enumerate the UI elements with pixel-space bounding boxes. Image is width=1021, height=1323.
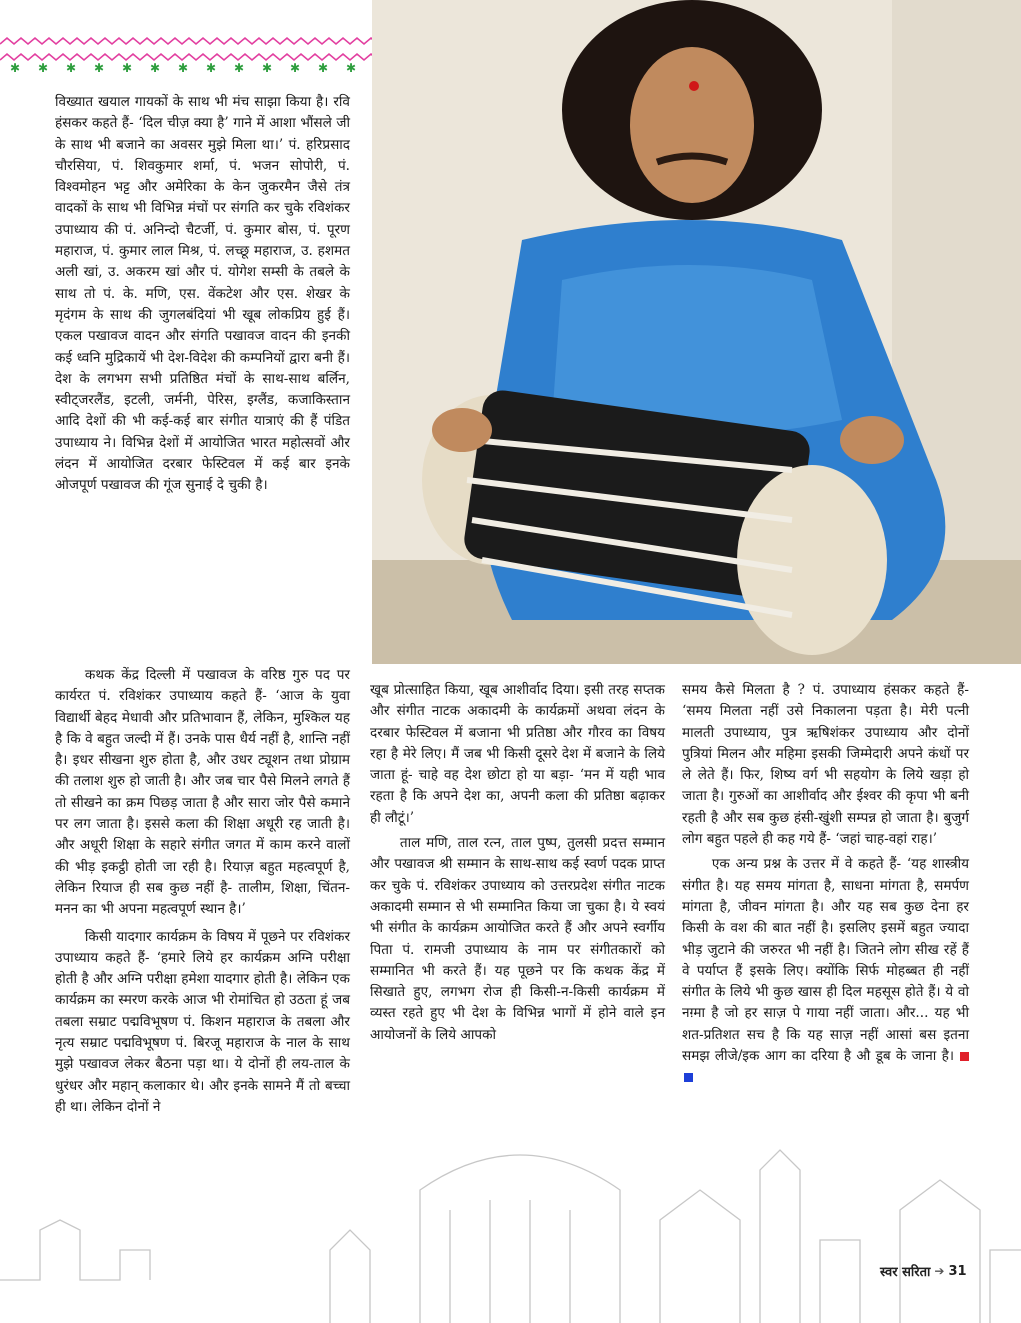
paragraph: समय कैसे मिलता है ? पं. उपाध्याय हंसकर कहते हैं- ‘समय मिलता नहीं उसे निकालना पड़ता है। मेरी पत्नी मालती उपाध्याय, पुत्र ऋषिशंकर उपाध्याय और दोनों पुत्रियां मिलन और महिमा इसकी जिम्मेदारी अपने कंधों पर ले लेते हैं। फिर, शिष्य वर्ग भी सहयोग के लिये खड़ा हो जाता है। गुरुओं का आशीर्वाद और ईश्वर की कृपा भी बनी रहती है और सब कुछ हंसी-खुंशी सम्पन्न हो जाता है। बुजुर्ग लोग बहुत पहले ही कह गये हैं- ‘जहां चाह-वहां राह।’ bbox=[682, 682, 969, 848]
paragraph bbox=[682, 854, 969, 1088]
flower-glyph: ✱ bbox=[178, 61, 189, 75]
paragraph: विख्यात खयाल गायकों के साथ भी मंच साझा किया है। रवि हंसकर कहते हैं- ‘दिल चीज़ क्या है’ गाने में आशा भौंसले जी के साथ भी बजाने का अवसर मुझे मिला था।’ पं. हरिप्रसाद चौरसिया, पं. शिवकुमार शर्मा, पं. भजन सोपोरी, पं. विश्वमोहन भट्ट और अमेरिका के केन जुकरमैन जैसे तंत्र वादकों के साथ भी विभिन्न मंचों पर संगति कर चुके रविशंकर उपाध्याय की पं. अनिन्दो चैटर्जी, पं. कुमार बोस, पं. पूरण महाराज, पं. कुमार लाल मिश्र, पं. लच्छू महाराज, उ. हशमत अली खां, उ. अकरम खां और पं. योगेश सम्सी के तबले के साथ तो पं. के. मणि, एस. वेंकटेश और एस. शेखर के मृदंगम के साथ की जुगलबंदियां भी खूब लोकप्रिय हुई हैं। एकल पखावज वादन और संगति पखावज वादन की इनकी कई ध्वनि मुद्रिकायें भी देश-विदेश की कम्पनियों द्वारा बनी हैं। देश के लगभग सभी प्रतिष्ठित मंचों के साथ-साथ बर्लिन, स्वीट्जरलैंड, इटली, जर्मनी, पेरिस, इग्लैंड, कजाकिस्तान आदि देशों की भी कई-कई बार संगीत यात्राएं की हैं पंडित उपाध्याय ने। विभिन्न देशों में आयोजित भारत महोत्सवों और लंदन में आयोजित दरबार फेस्टिवल में कई बार इनके ओजपूर्ण पखावज की गूंज सुनाई दे चुकी है। bbox=[55, 94, 351, 494]
flower-glyph: ✱ bbox=[94, 61, 105, 75]
page-footer bbox=[880, 1262, 967, 1280]
end-mark-red bbox=[960, 1052, 969, 1061]
flower-glyph: ✱ bbox=[262, 61, 273, 75]
article-column-1 bbox=[55, 92, 350, 497]
flower-glyph: ✱ bbox=[122, 61, 133, 75]
flower-glyph: ✱ bbox=[318, 61, 329, 75]
flower-glyph: ✱ bbox=[10, 61, 21, 75]
flower-glyph: ✱ bbox=[38, 61, 49, 75]
paragraph: खूब प्रोत्साहित किया, खूब आशीर्वाद दिया। इसी तरह सप्तक और संगीत नाटक अकादमी के कार्यक्रमों अथवा लंदन के दरबार फेस्टिवल में बजाना भी प्रतिष्ठा और गौरव का विषय रहा है मेरे लिए। मैं जब भी किसी दूसरे देश में बजाने के लिये जाता हूं- चाहे वह देश छोटा हो या बड़ा- ‘मन में यही भाव रहता है कि अपने देश का, अपनी कला की प्रतिष्ठा बढ़ाकर ही लौटूं।’ bbox=[370, 682, 665, 826]
paragraph: किसी यादगार कार्यक्रम के विषय में पूछने पर रविशंकर उपाध्याय कहते हैं- ‘हमारे लिये हर कार्यक्रम अग्नि परीक्षा होती है और अग्नि परीक्षा हमेशा यादगार होती है। लेकिन एक कार्यक्रम का स्मरण करके आज भी रोमांचित हो उठता हूं जब तबला सम्राट पद्मविभूषण पं. किशन महाराज के तबला और नृत्य सम्राट पद्मविभूषण पं. बिरजू महाराज के नाल के साथ मुझे पखावज लेकर बैठना पड़ा था। ये दोनों ही लय-ताल के धुरंधर और महान् कलाकार थे। और इनके सामने मैं तो बच्चा ही था। लेकिन दोनों ने bbox=[55, 928, 350, 1115]
page-number: 31 bbox=[948, 1263, 967, 1279]
flower-glyph: ✱ bbox=[150, 61, 161, 75]
article-column-3 bbox=[370, 680, 665, 1046]
flower-glyph: ✱ bbox=[346, 61, 357, 75]
skyline-watermark bbox=[0, 1130, 1021, 1323]
pakhawaj-player-illustration bbox=[372, 0, 1021, 664]
paragraph: ताल मणि, ताल रत्न, ताल पुष्प, तुलसी प्रदत्त सम्मान और पखावज श्री सम्मान के साथ-साथ कई स्वर्ण पदक प्राप्त कर चुके पं. रविशंकर उपाध्याय को उत्तरप्रदेश संगीत नाटक अकादमी सम्मान से भी सम्मानित किया जा चुका है। ये स्वयं भी संगीत के कार्यक्रम आयोजित करते हैं और अपने स्वर्गीय पिता पं. रामजी उपाध्याय के नाम पर संगीतकारों को सम्मानित भी करते हैं। यह पूछने पर कि कथक केंद्र में सिखाते हुए, लगभग रोज ही किसी-न-किसी कार्यक्रम में व्यस्त रहते हुए भी देश के विभिन्न भागों में होने वाले इन आयोजनों के लिये आपको bbox=[370, 835, 665, 1043]
arrow-icon: ➔ bbox=[934, 1264, 945, 1278]
article-column-4 bbox=[682, 680, 969, 1089]
flower-glyph: ✱ bbox=[234, 61, 245, 75]
decorative-border bbox=[0, 30, 372, 82]
end-mark-blue bbox=[684, 1073, 693, 1082]
flower-glyph: ✱ bbox=[290, 61, 301, 75]
magazine-name: स्वर सरिता bbox=[880, 1265, 931, 1280]
musician-photo bbox=[372, 0, 1021, 664]
flower-glyph: ✱ bbox=[206, 61, 217, 75]
paragraph-text: एक अन्य प्रश्न के उत्तर में वे कहते हैं- ‘यह शास्त्रीय संगीत है। यह समय मांगता है, साधना मांगता है, समर्पण मांगता है, जीवन मांगता है। और यह सब कुछ देना हर किसी के वश की बात नहीं है। इसलिए इसमें बहुत ज्यादा भीड़ जुटाने की जरुरत भी नहीं है। जितने लोग सीख रहें हैं वे पर्याप्त हैं इसके लिए। क्योंकि सिर्फ मोहब्बत ही नहीं संगीत के लिये भी कुछ खास ही दिल महसूस होते हैं। ये वो नग़्मा है जो हर साज़ पे गाया नहीं जाता। और... यह भी शत-प्रतिशत सच है कि यह साज़ नहीं आसां बस इतना समझ लीजे/इक आग का दरिया है औ डूब के जाना है। bbox=[682, 856, 969, 1065]
article-column-2 bbox=[55, 665, 350, 1118]
paragraph: कथक केंद्र दिल्ली में पखावज के वरिष्ठ गुरु पद पर कार्यरत पं. रविशंकर उपाध्याय कहते हैं- ‘आज के युवा विद्यार्थी बेहद मेधावी और प्रतिभावान हैं, लेकिन, मुश्किल यह है कि वे बहुत जल्दी में हैं। उनके पास धैर्य नहीं है, शान्ति नहीं है। इधर सीखना शुरु होता है, और उधर ट्यूशन तथा प्रोग्राम की तलाश शुरु हो जाती है। और जब चार पैसे मिलने लगते हैं तो सीखने का क्रम पिछड़ जाता है और सारा जोर पैसे कमाने पर लग जाता है। इससे कला की शिक्षा अधूरी रह जाती है। और अधूरी शिक्षा के सहारे संगीत जगत में काम करने वालों की भीड़ इकट्ठी होती जा रही है। रियाज़ बहुत महत्वपूर्ण है, लेकिन रियाज ही सब कुछ नहीं है- तालीम, शिक्षा, चिंतन-मनन का भी अपना महत्वपूर्ण स्थान है।’ bbox=[55, 667, 350, 918]
flower-glyph: ✱ bbox=[66, 61, 77, 75]
